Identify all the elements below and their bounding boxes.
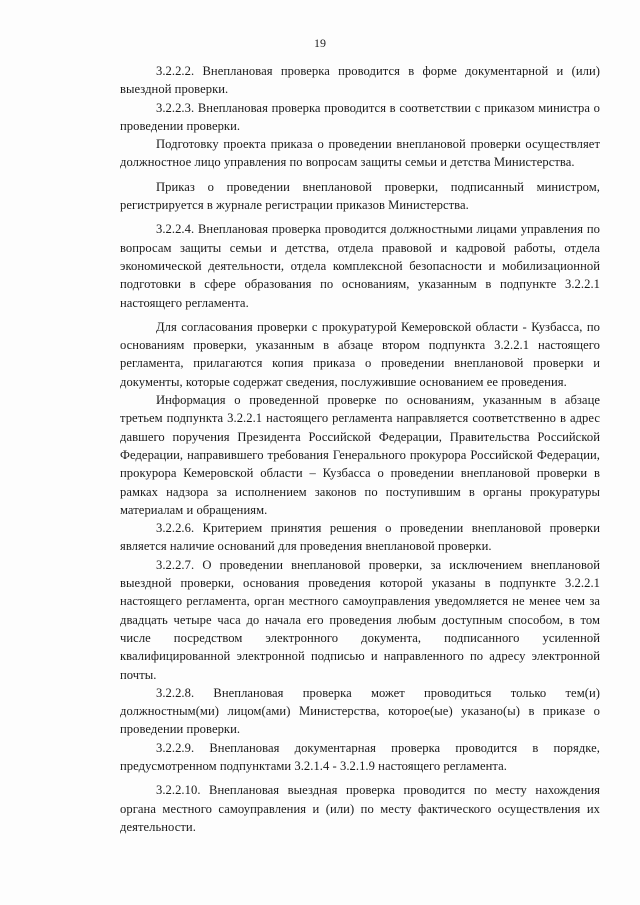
paragraph-3-2-2-7: 3.2.2.7. О проведении внеплановой проверки, за исключением внеплановой выездной проверки, основания проведения которой указаны в подпункте 3.2.2.1 настоящего регламента, орган местного самоуправления уведомляется не менее чем за двадцать четыре часа до начала его проведения любым доступным способом, в том числе посредством электронного документа, подписанного усиленной квалифицированной электронной подписью и направленного по адресу электронной почты. [120, 557, 600, 682]
paragraph-prosecutor-approval: Для согласования проверки с прокуратурой Кемеровской области - Кузбасса, по основаниям проверки, указанным в абзаце втором подпункта 3.2.2.1 настоящего регламента, прилагаются копия приказа о проведении внеплановой проверки и документы, которые содержат сведения, послужившие основанием ее проведения. [120, 319, 600, 389]
paragraph-inspection-information: Информация о проведенной проверке по основаниям, указанным в абзаце третьем подпункта 3.2.2.1 настоящего регламента направляется соответственно в адрес давшего поручения Президента Российской Федерации, Правительства Российской Федерации, направившего требования Генерального прокурора Российской Федерации, прокурора Кемеровской области – Кузбасса о проведении внеплановой проверки в рамках надзора за исполнением законов по поступившим в органы прокуратуры материалам и обращениям. [120, 393, 600, 517]
paragraph-order-registration: Приказ о проведении внеплановой проверки, подписанный министром, регистрируется в журнале регистрации приказов Министерства. [120, 179, 600, 213]
paragraph-3-2-2-3: 3.2.2.3. Внеплановая проверка проводится в соответствии с приказом министра о проведении проверки. [120, 100, 600, 133]
page-number: 19 [314, 36, 326, 50]
paragraph-order-preparation: Подготовку проекта приказа о проведении внеплановой проверки осуществляет должностное лицо управления по вопросам защиты семьи и детства Министерства. [120, 137, 600, 170]
paragraph-3-2-2-2: 3.2.2.2. Внеплановая проверка проводится в форме документарной и (или) выездной проверки. [120, 64, 600, 97]
paragraph-3-2-2-4: 3.2.2.4. Внеплановая проверка проводится должностными лицами управления по вопросам защиты семьи и детства, отдела правовой и кадровой работы, отдела экономической деятельности, отдела комплексной безопасности и мобилизационной подготовки в сфере образования по основаниям, указанным в подпункте 3.2.2.1 настоящего регламента. [120, 222, 600, 310]
paragraph-3-2-2-6: 3.2.2.6. Критерием принятия решения о проведении внеплановой проверки является наличие оснований для проведения внеплановой проверки. [120, 521, 600, 554]
paragraph-3-2-2-10: 3.2.2.10. Внеплановая выездная проверка проводится по месту нахождения органа местного самоуправления и (или) по месту фактического осуществления их деятельности. [120, 783, 600, 834]
document-body [120, 62, 600, 836]
paragraph-3-2-2-8: 3.2.2.8. Внеплановая проверка может проводиться только тем(и) должностным(ми) лицом(ами) Министерства, которое(ые) указано(ы) в приказе о проведении проверки. [120, 685, 600, 737]
paragraph-3-2-2-9: 3.2.2.9. Внеплановая документарная проверка проводится в порядке, предусмотренном подпунктами 3.2.1.4 - 3.2.1.9 настоящего регламента. [120, 740, 600, 773]
